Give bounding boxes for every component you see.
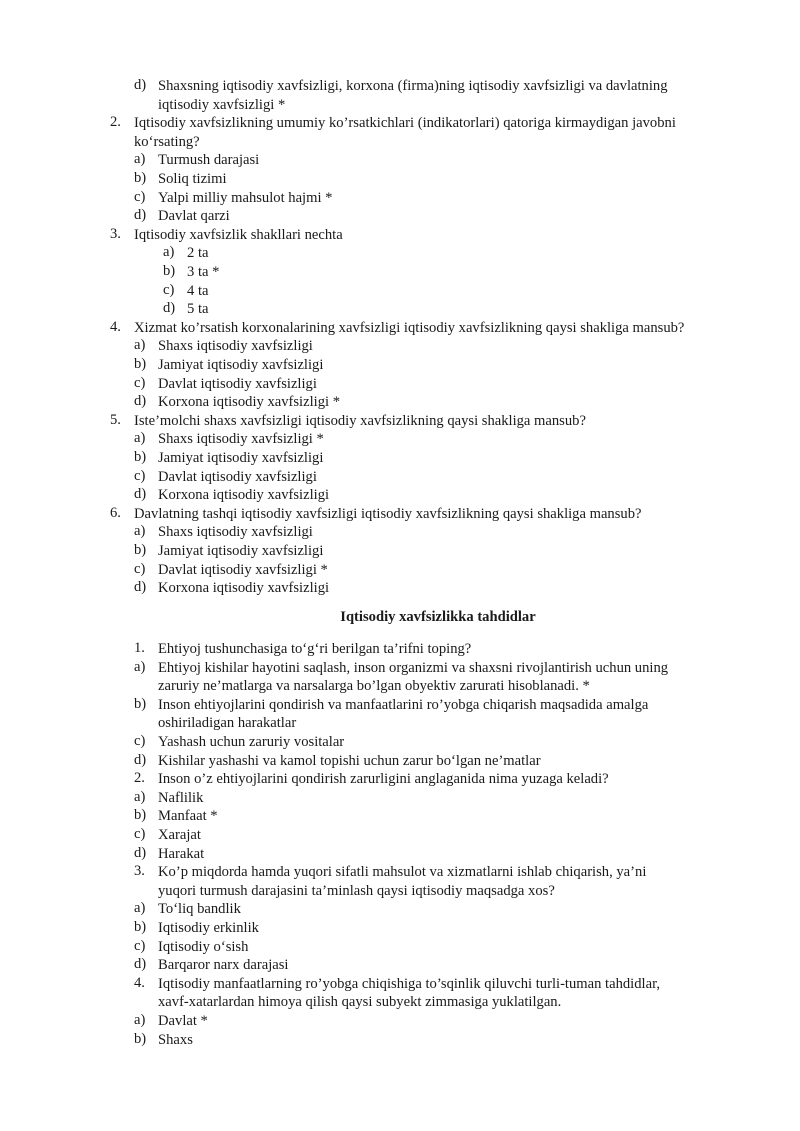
option-label: b) [163,263,176,279]
option-label: d) [134,77,147,93]
question-text: xavf-xatarlardan himoya qilish qaysi subyekt zimmasiga yuklatilgan. [158,994,562,1011]
option-label: c) [134,467,146,484]
option-label: d) [134,393,147,410]
question-number: 3. [134,863,145,880]
option-text: Shaxs [158,1031,193,1048]
option-text: 3 ta * [187,264,220,280]
question-number: 2. [110,114,121,131]
option-text: Kishilar yashashi va kamol topishi uchun zarur bo‘lgan ne’matlar [158,752,541,769]
option-label: d) [134,844,147,861]
question-text: ko‘rsating? [134,133,200,150]
option-label: a) [134,788,146,805]
option-label: a) [134,430,146,447]
option-label: b) [134,919,147,935]
option-text: Shaxs iqtisodiy xavfsizligi * [158,431,324,448]
option-label: c) [134,560,146,577]
option-text: Korxona iqtisodiy xavfsizligi [158,487,330,504]
question-text: Iqtisodiy xavfsizlikning umumiy ko’rsatkichlari (indikatorlari) qatoriga kirmaydigan javobni [134,115,676,132]
question-text: Davlatning tashqi iqtisodiy xavfsizligi iqtisodiy xavfsizlikning qaysi shakliga mansub? [134,505,642,522]
option-label: b) [134,449,147,465]
option-text: Iqtisodiy erkinlik [158,920,259,936]
option-label: d) [134,751,147,768]
option-label: a) [134,658,146,675]
question-text: Xizmat ko’rsatish korxonalarining xavfsizligi iqtisodiy xavfsizlikning qaysi shakliga mansub? [134,319,685,336]
option-text: Davlat * [158,1013,208,1029]
question-text: Iqtisodiy xavfsizlik shakllari nechta [134,226,343,243]
option-text: Manfaat * [158,808,218,825]
option-label: d) [134,486,147,503]
option-text: iqtisodiy xavfsizligi * [158,96,286,113]
option-label: c) [134,937,146,954]
option-text: Inson ehtiyojlarini qondirish va manfaatlarini ro’yobga chiqarish maqsadida amalga [158,696,649,713]
option-text: 2 ta [187,245,209,262]
option-text: Davlat iqtisodiy xavfsizligi * [158,561,328,578]
question-number: 4. [134,974,145,991]
option-text: 4 ta [187,282,209,299]
option-text: Naflilik [158,789,204,806]
option-label: a) [163,244,175,261]
question-text: Ehtiyoj tushunchasiga to‘g‘ri berilgan ta’rifni toping? [158,641,472,657]
question-number: 3. [110,225,121,242]
question-number: 1. [134,640,145,656]
option-label: d) [134,207,147,224]
question-text: Iqtisodiy manfaatlarning ro’yobga chiqishiga to’sqinlik qiluvchi turli-tuman tahdidlar, [158,975,660,992]
option-text: Korxona iqtisodiy xavfsizligi * [158,394,340,411]
option-text: Iqtisodiy o‘sish [158,938,249,955]
option-text: Shaxs iqtisodiy xavfsizligi [158,338,313,355]
option-text: Shaxsning iqtisodiy xavfsizligi, korxona (firma)ning iqtisodiy xavfsizligi va davlatning [158,78,668,94]
option-label: a) [134,151,146,168]
option-label: d) [134,956,147,973]
question-number: 4. [110,318,121,335]
option-text: 5 ta [187,301,209,318]
option-text: Harakat [158,845,205,862]
section-title: Iqtisodiy xavfsizlikka tahdidlar [340,609,536,625]
question-number: 5. [110,411,121,428]
option-label: b) [134,1030,147,1047]
option-label: a) [134,337,146,354]
option-text: Jamiyat iqtisodiy xavfsizligi [158,450,324,466]
option-text: Ehtiyoj kishilar hayotini saqlash, inson organizmi va shaxsni rivojlantirish uchun uning [158,659,669,676]
question-text: yuqori turmush darajasini ta’minlash qaysi iqtisodiy maqsadga xos? [158,882,555,899]
option-text: Barqaror narx darajasi [158,957,289,974]
option-label: a) [134,1012,146,1028]
question-text: Iste’molchi shaxs xavfsizligi iqtisodiy xavfsizlikning qaysi shakliga mansub? [134,412,586,429]
option-label: b) [134,356,147,372]
option-text: Shaxs iqtisodiy xavfsizligi [158,524,313,541]
option-text: Davlat iqtisodiy xavfsizligi [158,468,317,485]
option-label: c) [134,188,146,205]
option-text: Davlat qarzi [158,208,230,225]
question-text: Inson o’z ehtiyojlarini qondirish zarurligini anglaganida nima yuzaga keladi? [158,771,609,788]
option-text: Korxona iqtisodiy xavfsizligi [158,580,330,597]
option-label: b) [134,542,147,558]
option-text: Xarajat [158,827,201,843]
option-text: Davlat iqtisodiy xavfsizligi [158,375,317,392]
option-label: c) [134,733,146,749]
option-label: c) [134,826,146,842]
option-label: b) [134,807,147,824]
option-label: c) [163,281,175,298]
option-label: d) [163,300,176,317]
option-label: a) [134,900,146,917]
option-text: Turmush darajasi [158,152,260,169]
option-text: To‘liq bandlik [158,901,241,918]
option-text: Jamiyat iqtisodiy xavfsizligi [158,543,324,559]
option-label: c) [134,374,146,391]
option-text: Jamiyat iqtisodiy xavfsizligi [158,357,324,373]
option-text: Yalpi milliy mahsulot hajmi * [158,189,333,206]
option-text: Soliq tizimi [158,171,227,187]
question-number: 2. [134,770,145,787]
option-text: Yashash uchun zaruriy vositalar [158,734,345,750]
option-text: zaruriy ne’matlarga va narsalarga bo’lgan obyektiv zarurati hisoblanadi. * [158,678,590,695]
option-label: d) [134,579,147,596]
option-text: oshiriladigan harakatlar [158,715,297,732]
option-label: b) [134,695,147,712]
option-label: a) [134,523,146,540]
question-text: Ko’p miqdorda hamda yuqori sifatli mahsulot va xizmatlarni ishlab chiqarish, ya’ni [158,864,647,881]
option-label: b) [134,170,147,186]
question-number: 6. [110,504,121,521]
